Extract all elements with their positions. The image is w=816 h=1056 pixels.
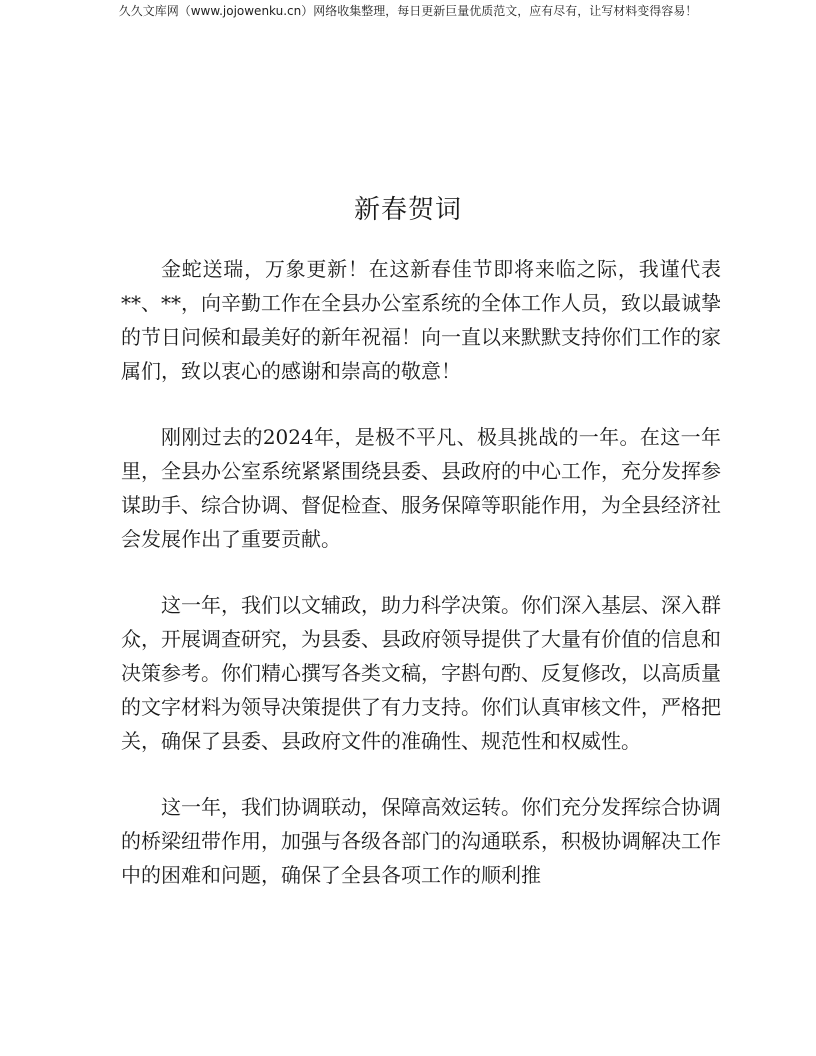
- page-header-banner: 久久文库网（www.jojowenku.cn）网络收集整理，每日更新巨量优质范文，应有尽有，让写材料变得容易！: [118, 4, 698, 18]
- paragraph-writing-support: 这一年，我们以文辅政，助力科学决策。你们深入基层、深入群众，开展调查研究，为县委、县政府领导提供了大量有价值的信息和决策参考。你们精心撰写各类文稿，字斟句酌、反复修改，以高质量的文字材料为领导决策提供了有力支持。你们认真审核文件，严格把关，确保了县委、县政府文件的准确性、规范性和权威性。: [121, 593, 721, 753]
- document-title: 新春贺词: [353, 195, 462, 225]
- paragraph-greeting: 金蛇送瑞，万象更新！在这新春佳节即将来临之际，我谨代表**、**，向辛勤工作在全县办公室系统的全体工作人员，致以最诚挚的节日问候和最美好的新年祝福！向一直以来默默支持你们工作的家属们，致以衷心的感谢和崇高的敬意！: [121, 257, 721, 383]
- paragraph-year-review: 刚刚过去的2024年，是极不平凡、极具挑战的一年。在这一年里，全县办公室系统紧紧围绕县委、县政府的中心工作，充分发挥参谋助手、综合协调、督促检查、服务保障等职能作用，为全县经济社会发展作出了重要贡献。: [121, 425, 721, 551]
- paragraph-coordination: 这一年，我们协调联动，保障高效运转。你们充分发挥综合协调的桥梁纽带作用，加强与各级各部门的沟通联系，积极协调解决工作中的困难和问题，确保了全县各项工作的顺利推: [121, 795, 721, 887]
- document-body: [121, 252, 721, 924]
